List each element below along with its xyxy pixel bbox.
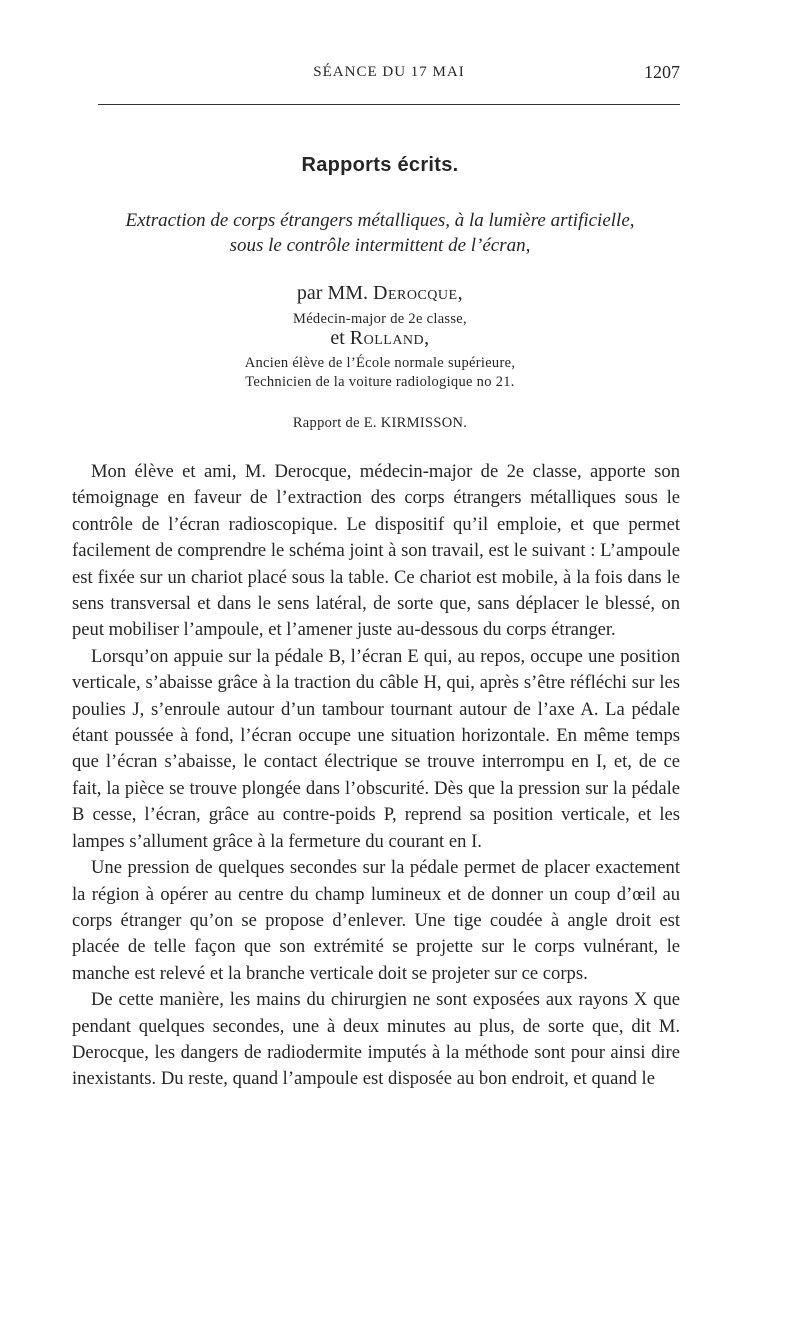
- running-head: [98, 62, 680, 88]
- paragraph: Une pression de quelques secondes sur la pédale permet de placer exactement la région à opérer au centre du champ lumineux et de donner un coup d’œil au corps étranger qu’on se propose d’enlever. Une tige coudée à angle droit est placée de telle façon que son extrémité se projette sur le corps vulnérant, le manche est relevé et la branche verticale doit se projeter sur ce corps.: [72, 857, 680, 984]
- reporter-line: Rapport de E. KIRMISSON.: [292, 415, 468, 431]
- header-rule: [98, 104, 680, 105]
- author1-role: Médecin-major de 2e classe,: [293, 311, 467, 327]
- author2-role-1: Ancien élève de l’École normale supérieure,: [244, 355, 516, 371]
- article-title-line: Extraction de corps étrangers métalliques, à la lumière artificielle,: [125, 210, 635, 231]
- article-title: [60, 208, 700, 258]
- paragraph: De cette manière, les mains du chirurgien ne sont exposées aux rayons X que pendant quelques secondes, une à deux minutes au plus, de sorte que, dit M. Derocque, les dangers de radiodermite imputés à la méthode sont pour ainsi dire inexistants. Du reste, quand l’ampoule est disposée au bon endroit, et quand le: [72, 989, 680, 1090]
- running-title: SÉANCE DU 17 MAI: [313, 64, 465, 80]
- section-title: Rapports écrits.: [301, 154, 459, 176]
- author2-role-2: Technicien de la voiture radiologique no 21.: [245, 374, 515, 390]
- author2-name: Rolland,: [349, 327, 430, 349]
- author2-prefix: et: [330, 327, 350, 349]
- paragraph: Lorsqu’on appuie sur la pédale B, l’écran E qui, au repos, occupe une position verticale, s’abaisse grâce à la traction du câble H, qui, après s’être réfléchi sur les poulies J, s’enroule autour d’un tambour tournant autour de l’axe A. La pédale étant poussée à fond, l’écran occupe une situation horizontale. En même temps que l’écran s’abaisse, le contact électrique se trouve interrompu en I, et, de ce fait, la pièce se trouve plongée dans l’obscurité. Dès que la pression sur la pédale B cesse, l’écran, grâce au contre-poids P, reprend sa position verticale, et les lampes s’allument grâce à la fermeture du courant en I.: [72, 645, 680, 852]
- article-title-line: sous le contrôle intermittent de l’écran,: [229, 235, 531, 256]
- author1-prefix: par MM.: [296, 282, 374, 304]
- paragraph: Mon élève et ami, M. Derocque, médecin-major de 2e classe, apporte son témoignage en faveur de l’extraction des corps étrangers métalliques sous le contrôle de l’écran radioscopique. Le dispositif qu’il emploie, et que permet facilement de comprendre le schéma joint à son travail, est le suivant : L’ampoule est fixée sur un chariot placé sous la table. Ce chariot est mobile, à la fois dans le sens transversal et dans le sens latéral, de sorte que, sans déplacer le blessé, on peut mobiliser l’ampoule, et l’amener juste au-dessous du corps étranger.: [72, 461, 680, 641]
- author1-name: Derocque,: [373, 282, 464, 304]
- author-line-2: [0, 327, 760, 350]
- author-line-1: [0, 282, 760, 305]
- body-text: [72, 459, 680, 1093]
- page-number: 1207: [644, 62, 680, 82]
